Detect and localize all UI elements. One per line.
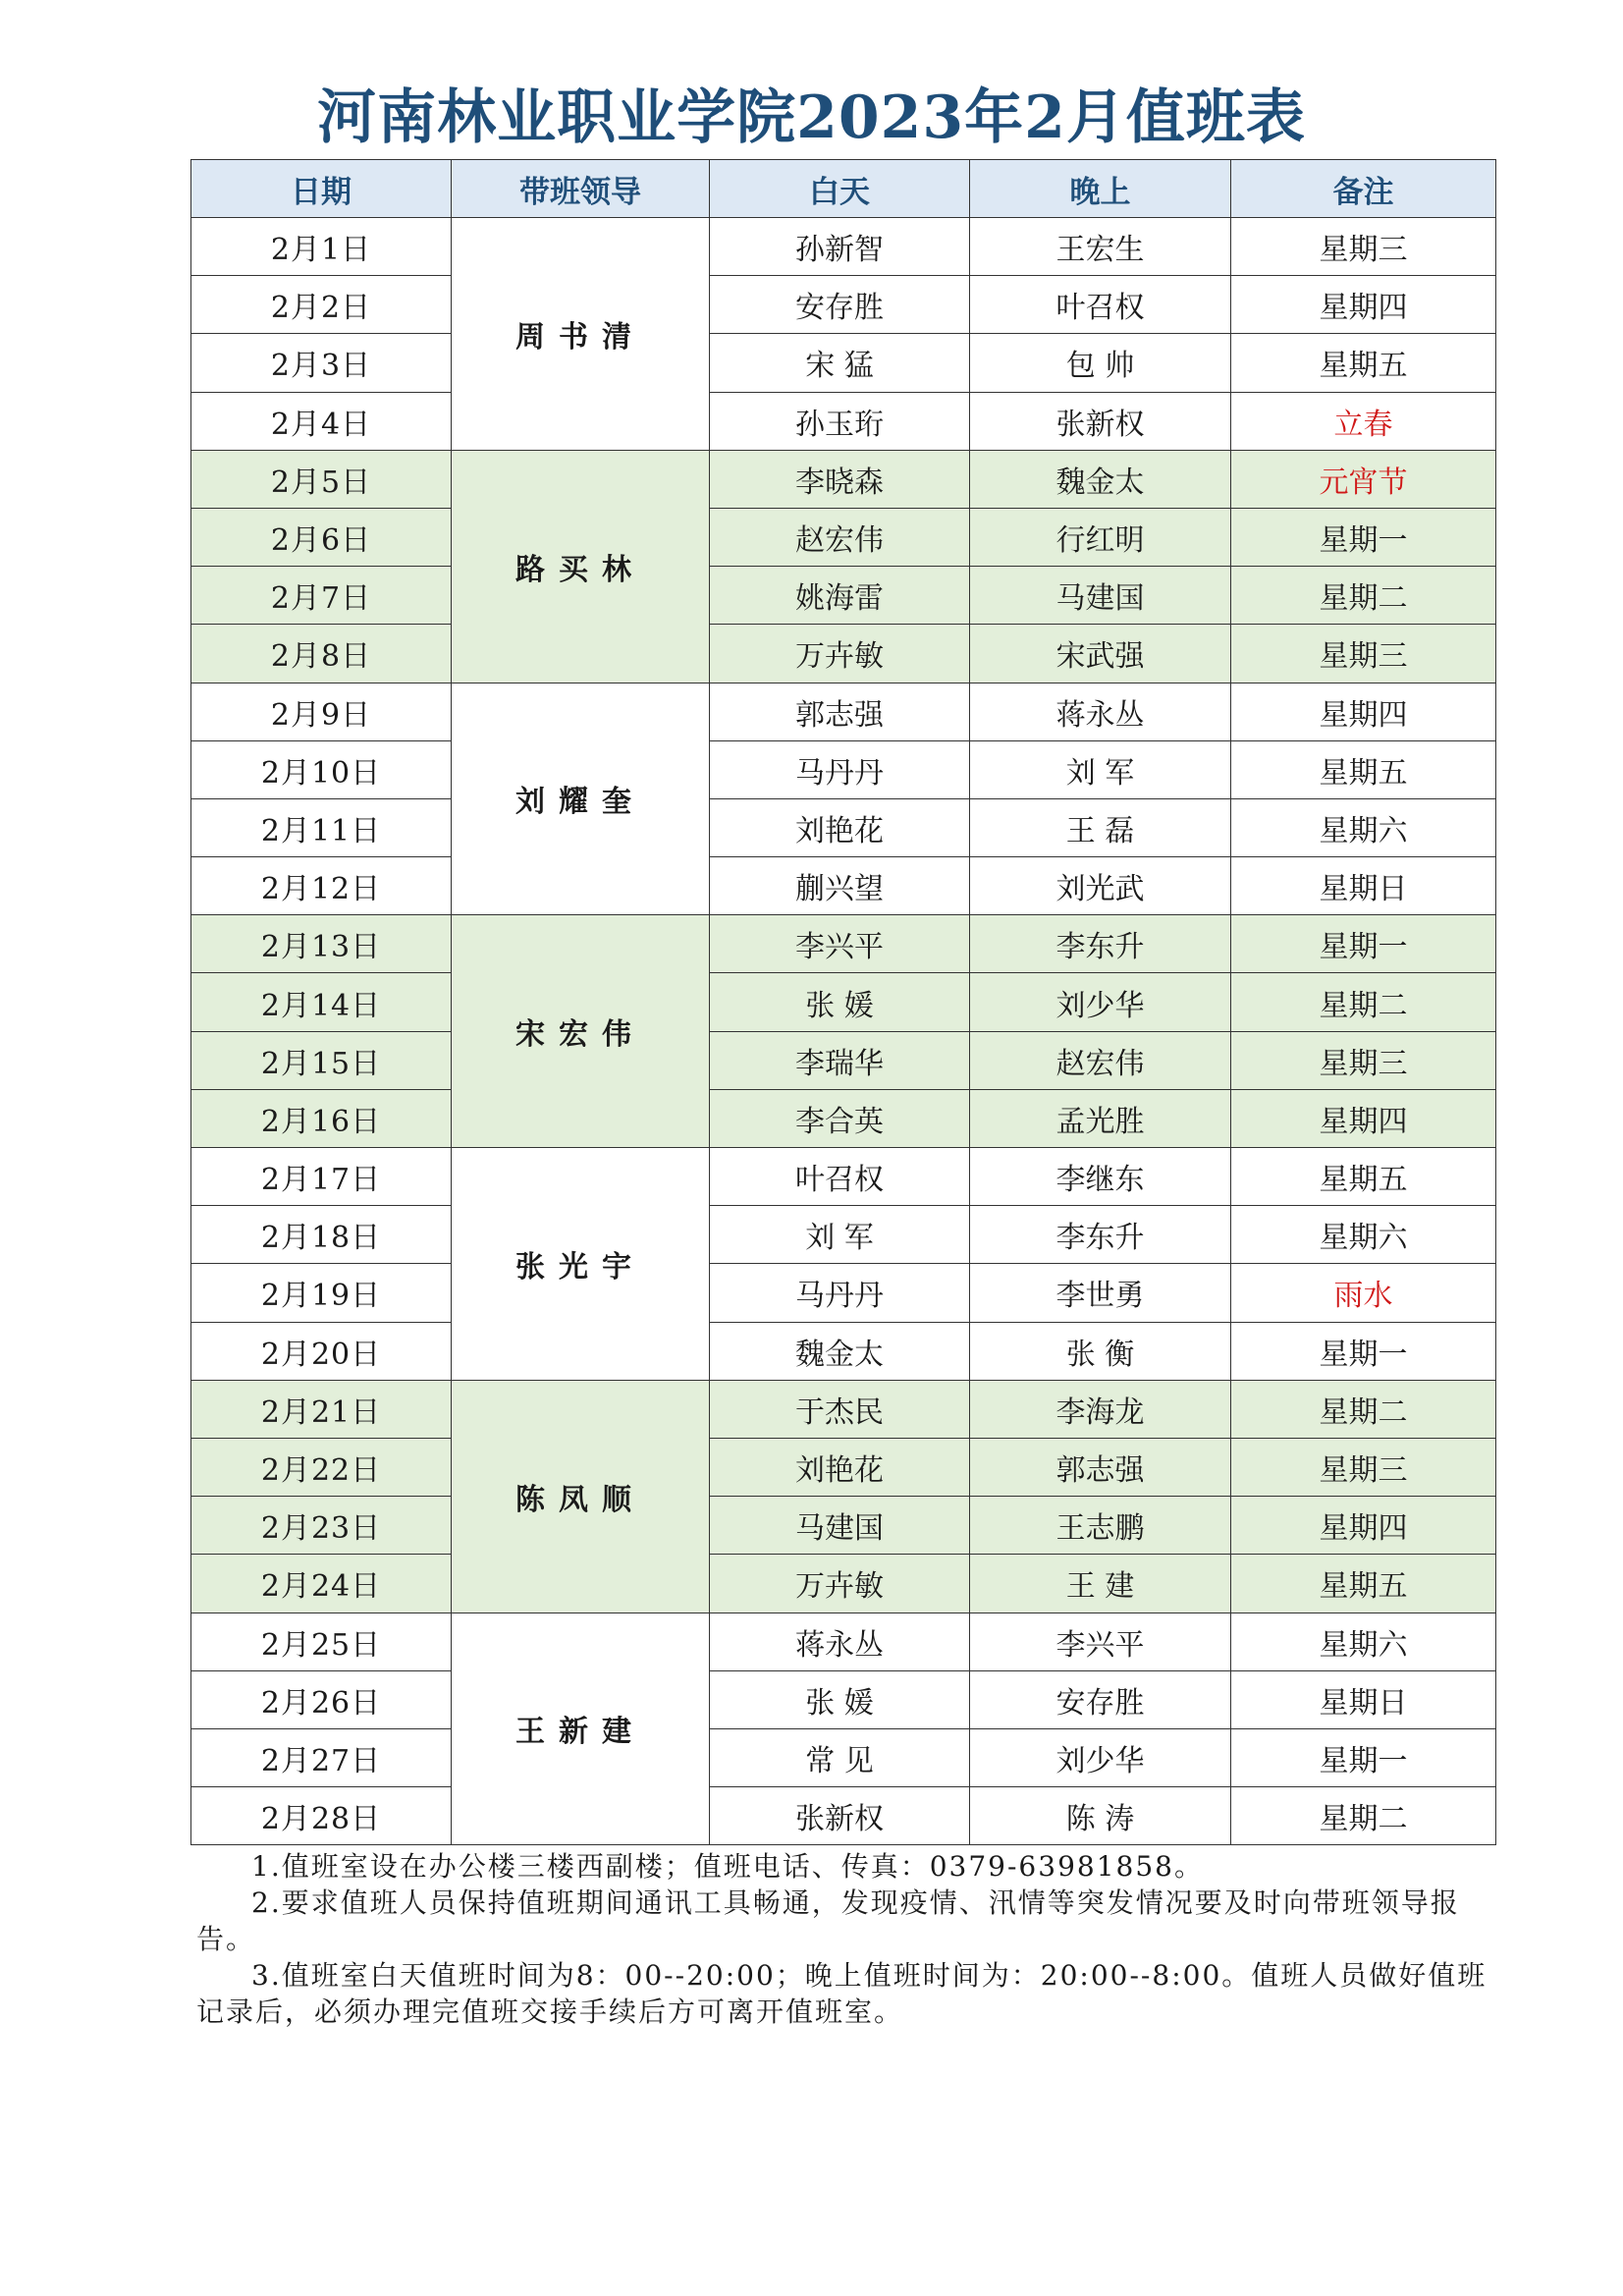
date-cell: 2月23日 [191,1497,452,1555]
date-cell: 2月1日 [191,218,452,276]
day-shift-cell: 于杰民 [710,1380,970,1438]
night-shift-cell: 郭志强 [970,1438,1231,1496]
day-shift-cell: 蒋永丛 [710,1613,970,1670]
day-shift-cell: 刘艳花 [710,798,970,856]
day-shift-cell: 张新权 [710,1787,970,1845]
remark-cell: 星期四 [1231,683,1496,740]
notes [196,1848,1492,2030]
table-header-row [191,160,1496,218]
table-row [191,276,1496,334]
night-shift-cell: 蒋永丛 [970,683,1231,740]
night-shift-cell: 叶召权 [970,276,1231,334]
table-row [191,1264,1496,1322]
night-shift-cell: 刘少华 [970,1728,1231,1786]
date-cell: 2月9日 [191,683,452,740]
day-shift-cell: 马建国 [710,1497,970,1555]
table-row [191,1206,1496,1264]
date-cell: 2月4日 [191,392,452,450]
remark-cell: 星期二 [1231,973,1496,1031]
remark-cell: 元宵节 [1231,450,1496,508]
day-shift-cell: 姚海雷 [710,567,970,625]
night-shift-cell: 王 磊 [970,798,1231,856]
night-shift-cell: 王 建 [970,1555,1231,1613]
date-cell: 2月3日 [191,334,452,392]
day-shift-cell: 蒯兴望 [710,857,970,915]
table-row [191,798,1496,856]
date-cell: 2月19日 [191,1264,452,1322]
header-night-shift: 晚上 [970,160,1231,218]
date-cell: 2月2日 [191,276,452,334]
remark-cell: 星期日 [1231,1670,1496,1728]
leader-cell: 路买林 [452,450,710,683]
night-shift-cell: 刘光武 [970,857,1231,915]
table-row [191,1148,1496,1206]
table-row [191,567,1496,625]
night-shift-cell: 李世勇 [970,1264,1231,1322]
night-shift-cell: 张 衡 [970,1322,1231,1380]
note-3: 3.值班室白天值班时间为8：00--20:00；晚上值班时间为：20:00--8:00。值班人员做好值班记录后，必须办理完值班交接手续后方可离开值班室。 [196,1959,1488,2028]
date-cell: 2月17日 [191,1148,452,1206]
night-shift-cell: 孟光胜 [970,1089,1231,1147]
day-shift-cell: 刘艳花 [710,1438,970,1496]
table-row [191,857,1496,915]
header-date: 日期 [191,160,452,218]
day-shift-cell: 万卉敏 [710,1555,970,1613]
date-cell: 2月5日 [191,450,452,508]
table-row [191,1438,1496,1496]
note-1: 1.值班室设在办公楼三楼西副楼；值班电话、传真：0379-63981858。 [251,1850,1204,1883]
day-shift-cell: 李晓森 [710,450,970,508]
night-shift-cell: 宋武强 [970,625,1231,683]
night-shift-cell: 安存胜 [970,1670,1231,1728]
leader-cell: 宋宏伟 [452,915,710,1148]
remark-cell: 立春 [1231,392,1496,450]
remark-cell: 星期六 [1231,1613,1496,1670]
table-row [191,1031,1496,1089]
remark-cell: 星期三 [1231,1438,1496,1496]
day-shift-cell: 郭志强 [710,683,970,740]
day-shift-cell: 孙玉珩 [710,392,970,450]
remark-cell: 星期一 [1231,508,1496,566]
remark-cell: 星期四 [1231,1497,1496,1555]
header-remarks: 备注 [1231,160,1496,218]
date-cell: 2月20日 [191,1322,452,1380]
leader-cell: 刘耀奎 [452,683,710,915]
remark-cell: 星期四 [1231,276,1496,334]
table-row [191,1670,1496,1728]
night-shift-cell: 李兴平 [970,1613,1231,1670]
night-shift-cell: 刘少华 [970,973,1231,1031]
day-shift-cell: 安存胜 [710,276,970,334]
leader-cell: 周书清 [452,218,710,451]
leader-cell: 王新建 [452,1613,710,1845]
day-shift-cell: 马丹丹 [710,740,970,798]
remark-cell: 星期四 [1231,1089,1496,1147]
night-shift-cell: 李东升 [970,915,1231,973]
day-shift-cell: 张 媛 [710,973,970,1031]
night-shift-cell: 赵宏伟 [970,1031,1231,1089]
day-shift-cell: 刘 军 [710,1206,970,1264]
remark-cell: 星期五 [1231,1148,1496,1206]
table-row [191,218,1496,276]
remark-cell: 星期二 [1231,567,1496,625]
night-shift-cell: 李海龙 [970,1380,1231,1438]
table-row [191,508,1496,566]
table-row [191,1787,1496,1845]
night-shift-cell: 魏金太 [970,450,1231,508]
night-shift-cell: 刘 军 [970,740,1231,798]
remark-cell: 星期一 [1231,1322,1496,1380]
date-cell: 2月16日 [191,1089,452,1147]
header-day-shift: 白天 [710,160,970,218]
date-cell: 2月10日 [191,740,452,798]
remark-cell: 星期五 [1231,740,1496,798]
night-shift-cell: 包 帅 [970,334,1231,392]
table-row [191,1380,1496,1438]
table-row [191,683,1496,740]
night-shift-cell: 马建国 [970,567,1231,625]
table-body [191,218,1496,1845]
page-title: 河南林业职业学院2023年2月值班表 [317,83,1306,152]
day-shift-cell: 李合英 [710,1089,970,1147]
date-cell: 2月6日 [191,508,452,566]
date-cell: 2月11日 [191,798,452,856]
remark-cell: 星期日 [1231,857,1496,915]
note-2: 2.要求值班人员保持值班期间通讯工具畅通，发现疫情、汛情等突发情况要及时向带班领导报告。 [196,1886,1460,1955]
date-cell: 2月25日 [191,1613,452,1670]
date-cell: 2月26日 [191,1670,452,1728]
night-shift-cell: 李继东 [970,1148,1231,1206]
date-cell: 2月18日 [191,1206,452,1264]
table-row [191,973,1496,1031]
day-shift-cell: 宋 猛 [710,334,970,392]
duty-schedule-table [190,159,1496,1845]
date-cell: 2月15日 [191,1031,452,1089]
table-row [191,1728,1496,1786]
date-cell: 2月27日 [191,1728,452,1786]
date-cell: 2月8日 [191,625,452,683]
night-shift-cell: 李东升 [970,1206,1231,1264]
remark-cell: 星期三 [1231,218,1496,276]
leader-cell: 张光宇 [452,1148,710,1381]
date-cell: 2月13日 [191,915,452,973]
night-shift-cell: 张新权 [970,392,1231,450]
day-shift-cell: 万卉敏 [710,625,970,683]
day-shift-cell: 李兴平 [710,915,970,973]
remark-cell: 星期一 [1231,915,1496,973]
leader-cell: 陈凤顺 [452,1380,710,1613]
day-shift-cell: 魏金太 [710,1322,970,1380]
day-shift-cell: 孙新智 [710,218,970,276]
table-row [191,334,1496,392]
day-shift-cell: 常 见 [710,1728,970,1786]
remark-cell: 星期五 [1231,1555,1496,1613]
header-leader: 带班领导 [452,160,710,218]
day-shift-cell: 张 媛 [710,1670,970,1728]
day-shift-cell: 赵宏伟 [710,508,970,566]
remark-cell: 星期三 [1231,625,1496,683]
table-row [191,625,1496,683]
table-row [191,915,1496,973]
remark-cell: 星期六 [1231,798,1496,856]
day-shift-cell: 叶召权 [710,1148,970,1206]
night-shift-cell: 王宏生 [970,218,1231,276]
remark-cell: 雨水 [1231,1264,1496,1322]
table-row [191,1089,1496,1147]
remark-cell: 星期一 [1231,1728,1496,1786]
day-shift-cell: 李瑞华 [710,1031,970,1089]
table-row [191,450,1496,508]
night-shift-cell: 王志鹏 [970,1497,1231,1555]
date-cell: 2月7日 [191,567,452,625]
remark-cell: 星期三 [1231,1031,1496,1089]
remark-cell: 星期五 [1231,334,1496,392]
table-row [191,1555,1496,1613]
night-shift-cell: 行红明 [970,508,1231,566]
remark-cell: 星期六 [1231,1206,1496,1264]
table-row [191,392,1496,450]
date-cell: 2月21日 [191,1380,452,1438]
table-row [191,740,1496,798]
date-cell: 2月12日 [191,857,452,915]
table-row [191,1497,1496,1555]
night-shift-cell: 陈 涛 [970,1787,1231,1845]
date-cell: 2月14日 [191,973,452,1031]
table-row [191,1322,1496,1380]
date-cell: 2月24日 [191,1555,452,1613]
remark-cell: 星期二 [1231,1787,1496,1845]
table-row [191,1613,1496,1670]
day-shift-cell: 马丹丹 [710,1264,970,1322]
date-cell: 2月22日 [191,1438,452,1496]
remark-cell: 星期二 [1231,1380,1496,1438]
date-cell: 2月28日 [191,1787,452,1845]
